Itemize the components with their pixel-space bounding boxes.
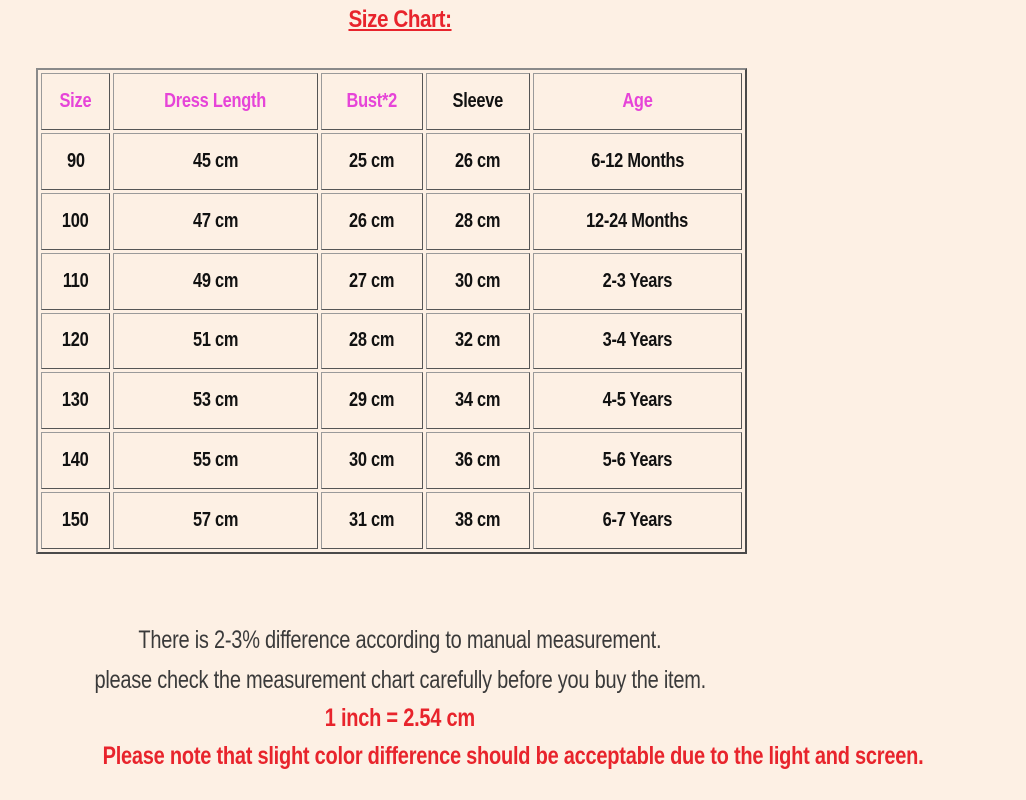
cell-age: 12-24 Months: [533, 193, 742, 250]
cell-dress-length: 51 cm: [113, 313, 318, 370]
cell-age: 6-12 Months: [533, 133, 742, 190]
cell-sleeve: 38 cm: [426, 492, 530, 549]
cell-size: 110: [41, 253, 110, 310]
cell-age: 4-5 Years: [533, 372, 742, 429]
cell-size: 120: [41, 313, 110, 370]
cell-sleeve: 36 cm: [426, 432, 530, 489]
header-size: Size: [41, 73, 110, 130]
cell-dress-length: 55 cm: [113, 432, 318, 489]
table-header-row: [41, 73, 742, 130]
header-dress-length: Dress Length: [113, 73, 318, 130]
note-measurement-difference: There is 2-3% difference according to manual measurement.: [138, 626, 662, 654]
cell-bust: 25 cm: [321, 133, 423, 190]
cell-dress-length: 47 cm: [113, 193, 318, 250]
note-color-difference: Please note that slight color difference should be acceptable due to the light and screen.: [102, 742, 924, 770]
header-bust: Bust*2: [321, 73, 423, 130]
cell-sleeve: 28 cm: [426, 193, 530, 250]
table-row: [41, 492, 742, 549]
size-chart-table: [36, 68, 747, 554]
cell-bust: 29 cm: [321, 372, 423, 429]
cell-sleeve: 32 cm: [426, 313, 530, 370]
header-sleeve: Sleeve: [426, 73, 530, 130]
cell-age: 2-3 Years: [533, 253, 742, 310]
header-age: Age: [533, 73, 742, 130]
cell-size: 150: [41, 492, 110, 549]
table-row: [41, 313, 742, 370]
cell-bust: 28 cm: [321, 313, 423, 370]
cell-age: 6-7 Years: [533, 492, 742, 549]
cell-sleeve: 30 cm: [426, 253, 530, 310]
cell-size: 130: [41, 372, 110, 429]
cell-bust: 30 cm: [321, 432, 423, 489]
cell-bust: 26 cm: [321, 193, 423, 250]
cell-size: 100: [41, 193, 110, 250]
cell-dress-length: 57 cm: [113, 492, 318, 549]
cell-sleeve: 26 cm: [426, 133, 530, 190]
page-title: Size Chart:: [348, 6, 452, 33]
table-row: [41, 133, 742, 190]
cell-sleeve: 34 cm: [426, 372, 530, 429]
cell-bust: 31 cm: [321, 492, 423, 549]
size-chart-table-container: [36, 68, 746, 554]
table-row: [41, 253, 742, 310]
note-inch-conversion: 1 inch = 2.54 cm: [324, 704, 476, 732]
cell-age: 3-4 Years: [533, 313, 742, 370]
cell-dress-length: 45 cm: [113, 133, 318, 190]
table-row: [41, 372, 742, 429]
cell-dress-length: 49 cm: [113, 253, 318, 310]
cell-bust: 27 cm: [321, 253, 423, 310]
cell-size: 90: [41, 133, 110, 190]
cell-size: 140: [41, 432, 110, 489]
table-row: [41, 432, 742, 489]
cell-dress-length: 53 cm: [113, 372, 318, 429]
cell-age: 5-6 Years: [533, 432, 742, 489]
note-check-chart: please check the measurement chart carefully before you buy the item.: [94, 666, 706, 694]
table-row: [41, 193, 742, 250]
